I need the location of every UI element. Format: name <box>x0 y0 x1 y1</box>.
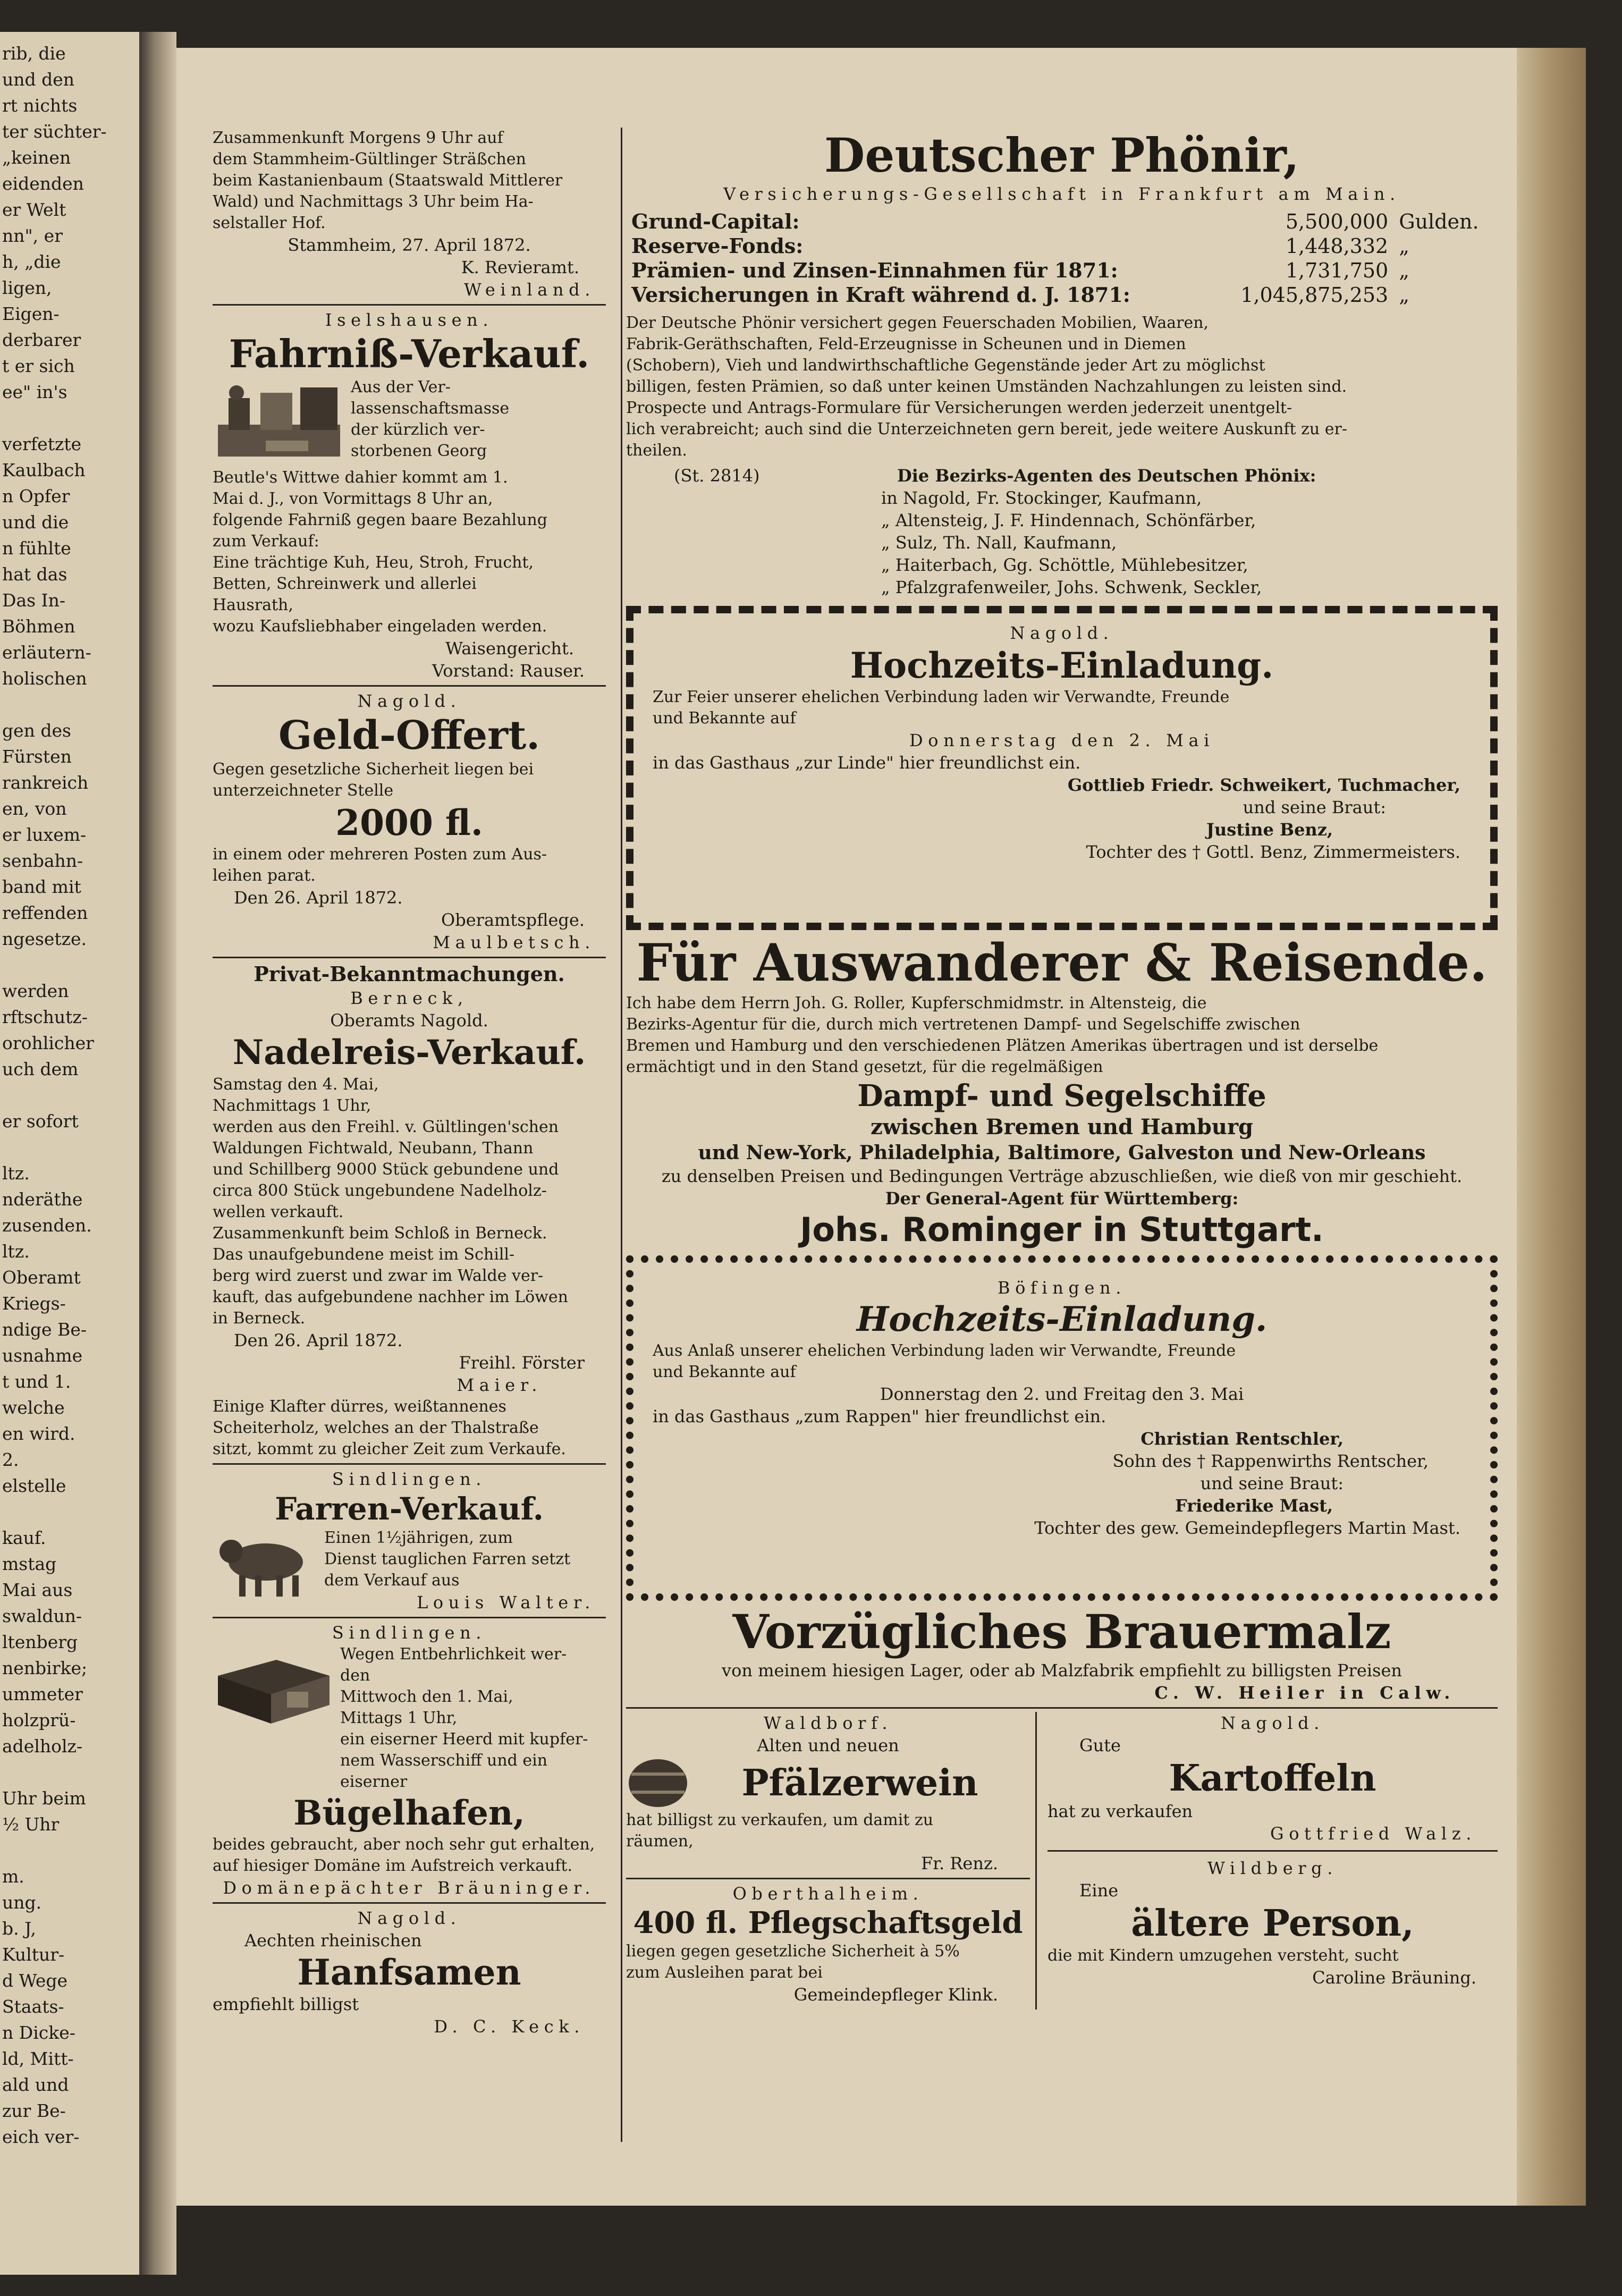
page-edge <box>1517 48 1586 2206</box>
fragment-line: Eigen- <box>2 303 60 324</box>
ad-title: Vorzügliches Brauermalz <box>732 1604 1391 1659</box>
fragment-line: Böhmen <box>2 616 75 637</box>
ad-signer-name: Louis Walter. <box>417 1592 595 1613</box>
capital-unit: Gulden. <box>1399 210 1479 233</box>
ad-title: Kartoffeln <box>1169 1757 1376 1800</box>
ad-signer-name: Maulbetsch. <box>433 932 595 952</box>
ad-title: Nadelreis-Verkauf. <box>232 1033 586 1073</box>
wedding-invitation-1 <box>626 606 1498 930</box>
capital-row <box>626 283 1498 307</box>
ad-line: Mittags 1 Uhr, <box>340 1709 458 1727</box>
agents-heading: Die Bezirks-Agenten des Deutschen Phönix: <box>897 466 1316 486</box>
fragment-line: nn", er <box>2 225 63 246</box>
ad-line: Hausrath, <box>213 596 293 614</box>
ad-line: Der Deutsche Phönir versichert gegen Feuerschaden Mobilien, Waaren, <box>626 314 1209 332</box>
fragment-line: nderäthe <box>2 1189 83 1210</box>
capital-row <box>626 209 1498 234</box>
ad-text: und seine Braut: <box>1243 797 1386 817</box>
ad-text: Der General-Agent für Württemberg: <box>885 1188 1239 1209</box>
ad-line: Aus Anlaß unserer ehelichen Verbindung laden wir Verwandte, Freunde <box>653 1341 1236 1360</box>
fragment-line: ter süchter- <box>2 121 107 142</box>
ad-line: Ich habe dem Herrn Joh. G. Roller, Kupferschmidmstr. in Altensteig, die <box>626 994 1207 1012</box>
fragment-line: Uhr beim <box>2 1788 86 1809</box>
fragment-line: erläutern- <box>2 642 91 663</box>
fragment-line: band mit <box>2 876 81 897</box>
ad-line: unterzeichneter Stelle <box>213 781 394 800</box>
bull-woodcut-icon <box>213 1527 319 1602</box>
ad-place: Nagold. <box>1221 1713 1324 1733</box>
ad-signer: Gemeindepfleger Klink. <box>793 1985 998 2005</box>
ad-line: Waldungen Fichtwald, Neubann, Thann <box>213 1139 534 1158</box>
agent-name: Johs. Rominger in Stuttgart. <box>800 1210 1324 1249</box>
groom-name: Christian Rentschler, <box>1141 1429 1344 1449</box>
wedding-invitation-2 <box>626 1255 1498 1601</box>
fragment-line: und den <box>2 69 75 90</box>
ad-signer: Oberamtspflege. <box>441 910 585 930</box>
fragment-line: hat das <box>2 564 67 585</box>
ad-line: Eine trächtige Kuh, Heu, Stroh, Frucht, <box>213 553 534 572</box>
ad-title: Hanfsamen <box>297 1952 521 1993</box>
agent-line: „ Altensteig, J. F. Hindennach, Schönfärber, <box>881 510 1256 530</box>
fragment-line: Mai aus <box>2 1580 73 1600</box>
ad-line: Einige Klafter dürres, weißtannenes <box>213 1397 506 1416</box>
ad-subheading: zwischen Bremen und Hamburg <box>870 1115 1254 1139</box>
ad-signer: Domänepächter Bräuninger. <box>223 1878 595 1898</box>
fragment-line: holzprü- <box>2 1710 76 1731</box>
ad-date: Den 26. April 1872. <box>234 1330 403 1350</box>
ad-place: Berneck, <box>350 988 468 1008</box>
agent-line: „ Haiterbach, Gg. Schöttle, Mühlebesitzer, <box>881 555 1248 575</box>
ad-title: Fahrniß-Verkauf. <box>229 331 590 376</box>
ad-line: lassenschaftsmasse <box>351 399 510 418</box>
notice-signer-name: Weinland. <box>463 280 595 300</box>
fragment-line: ngesetze. <box>2 928 87 949</box>
ad-line: wozu Kaufsliebhaber eingeladen werden. <box>213 617 547 636</box>
left-column <box>213 128 606 2174</box>
ad-place: Oberthalheim. <box>732 1884 924 1904</box>
capital-table <box>626 209 1498 307</box>
ad-signer: D. C. Keck. <box>434 2016 585 2037</box>
book-gutter <box>139 32 176 2275</box>
ad-line: Bremen und Hamburg und den verschiedenen Plätzen Amerikas übertragen und ist derselbe <box>626 1036 1379 1055</box>
capital-value: 5,500,000 <box>1285 210 1389 233</box>
ad-line: auf hiesiger Domäne im Aufstreich verkauft. <box>213 1856 572 1875</box>
fragment-line: 2. <box>2 1449 19 1470</box>
fragment-line: ung. <box>2 1892 42 1913</box>
ad-line: Das unaufgebundene meist im Schill- <box>213 1245 515 1264</box>
ad-line: circa 800 Stück ungebundene Nadelholz- <box>213 1181 547 1200</box>
ad-line: liegen gegen gesetzliche Sicherheit à 5% <box>626 1942 960 1961</box>
ad-text: von meinem hiesigen Lager, oder ab Malzfabrik empfiehlt zu billigsten Preisen <box>722 1660 1402 1681</box>
fragment-line: d Wege <box>2 1970 68 1991</box>
fragment-line: ltz. <box>2 1163 30 1184</box>
ad-text: in das Gasthaus „zur Linde" hier freundlichst ein. <box>653 753 1081 773</box>
ad-line: theilen. <box>626 441 687 460</box>
fragment-line: mstag <box>2 1554 57 1574</box>
ad-text: zu denselben Preisen und Bedingungen Verträge abzuschließen, wie dieß von mir geschieht. <box>661 1166 1463 1186</box>
fragment-line: uch dem <box>2 1059 79 1079</box>
capital-label: Reserve-Fonds: <box>631 234 804 258</box>
ad-line: und Bekannte auf <box>653 1363 796 1381</box>
ad-line: in Berneck. <box>213 1309 306 1328</box>
fragment-line: Staats- <box>2 1996 64 2017</box>
ad-line: Betten, Schreinwerk und allerlei <box>213 575 477 593</box>
fragment-line: nenbirke; <box>2 1658 88 1678</box>
ad-line: Prospecte und Antrags-Formulare für Versicherungen werden jederzeit unentgelt- <box>626 399 1292 417</box>
ad-line: Dienst tauglichen Farren setzt <box>324 1550 571 1568</box>
ad-line: hat billigst zu verkaufen, um damit zu <box>626 1811 934 1829</box>
ad-line: den <box>340 1666 370 1685</box>
fragment-line: ummeter <box>2 1684 83 1704</box>
ad-line: Beutle's Wittwe dahier kommt am 1. <box>213 468 508 487</box>
fragment-line: eich ver- <box>2 2126 80 2147</box>
capital-unit: „ <box>1399 234 1409 258</box>
ad-line: nem Wasserschiff und ein eiserner <box>340 1751 548 1791</box>
fragment-line: ee" in's <box>2 382 67 402</box>
capital-unit: „ <box>1399 259 1409 282</box>
fragment-line: ltz. <box>2 1241 30 1262</box>
ad-line: die mit Kindern umzugehen versteht, sucht <box>1047 1946 1399 1965</box>
fragment-line: verfetzte <box>2 434 82 454</box>
fragment-line: Kaulbach <box>2 460 86 480</box>
ad-line: Samstag den 4. Mai, <box>213 1075 379 1094</box>
ad-signer: Waisengericht. <box>445 638 574 659</box>
fragment-line: er luxem- <box>2 824 87 845</box>
ad-line: Fabrik-Geräthschaften, Feld-Erzeugnisse in Scheunen und in Diemen <box>626 335 1186 353</box>
ad-line: und Bekannte auf <box>653 709 796 728</box>
meeting-notice <box>213 128 606 234</box>
ad-signer-name: Maier. <box>457 1375 542 1395</box>
ad-signer-name: Vorstand: Rauser. <box>432 661 585 681</box>
ad-line: in einem oder mehreren Posten zum Aus- <box>213 845 547 864</box>
ad-text: und seine Braut: <box>1200 1473 1344 1493</box>
ad-cities: und New-York, Philadelphia, Baltimore, Galveston und New-Orleans <box>698 1142 1426 1164</box>
ad-line: storbenen Georg <box>351 442 487 460</box>
ad-subtitle: Versicherungs-Gesellschaft in Frankfurt am Main. <box>723 184 1400 204</box>
ad-place: Nagold. <box>357 1908 461 1928</box>
ad-place: Nagold. <box>357 691 461 711</box>
ad-line: ermächtigt und in den Stand gesetzt, für die regelmäßigen <box>626 1058 1103 1076</box>
ad-date: Donnerstag den 2. Mai <box>909 730 1214 750</box>
ad-line: folgende Fahrniß gegen baare Bezahlung <box>213 511 547 529</box>
fragment-line: swaldun- <box>2 1606 82 1626</box>
ad-heading: Dampf- und Segelschiffe <box>857 1078 1266 1113</box>
ad-line: zum Ausleihen parat bei <box>626 1963 823 1982</box>
fragment-line: und die <box>2 512 69 533</box>
ad-line: ein eiserner Heerd mit kupfer- <box>340 1730 588 1749</box>
ad-text: Tochter des gew. Gemeindepflegers Martin Mast. <box>1034 1518 1460 1538</box>
ad-line: Einen 1½jährigen, zum <box>324 1529 513 1547</box>
fragment-line: senbahn- <box>2 850 83 871</box>
ad-place-sub: Oberamts Nagold. <box>330 1010 488 1031</box>
ad-subtitle: Aechten rheinischen <box>244 1930 422 1951</box>
ad-title: Farren-Verkauf. <box>275 1491 544 1527</box>
ad-line: werden aus den Freihl. v. Gültlingen'schen <box>213 1118 559 1136</box>
fragment-line: reffenden <box>2 902 88 923</box>
capital-row <box>626 258 1498 283</box>
notice-line: Wald) und Nachmittags 3 Uhr beim Ha- <box>213 192 534 211</box>
fragment-line: er sofort <box>2 1111 79 1132</box>
fragment-line: n fühlte <box>2 538 71 559</box>
capital-value: 1,731,750 <box>1285 259 1389 282</box>
bride-name: Justine Benz, <box>1206 820 1333 840</box>
capital-label: Prämien- und Zinsen-Einnahmen für 1871: <box>631 258 1118 282</box>
notice-line: selstaller Hof. <box>213 214 326 232</box>
ad-title: Hochzeits-Einladung. <box>856 1299 1268 1339</box>
ad-signer: Freihl. Förster <box>459 1353 585 1373</box>
groom-name: Gottlieb Friedr. Schweikert, Tuchmacher, <box>1067 775 1460 795</box>
fragment-line: „keinen <box>2 147 71 168</box>
fragment-line: usnahme <box>2 1345 83 1366</box>
fragment-line: rankreich <box>2 772 89 793</box>
capital-label: Versicherungen in Kraft während d. J. 1871: <box>631 283 1130 307</box>
fragment-line: kauf. <box>2 1527 46 1548</box>
ad-line: billigen, festen Prämien, so daß unter keinen Umständen Nachzahlungen zu leisten sind. <box>626 377 1347 396</box>
ad-line: Wegen Entbehrlichkeit wer- <box>340 1645 567 1664</box>
capital-label: Grund-Capital: <box>631 209 800 233</box>
ad-line: Nachmittags 1 Uhr, <box>213 1096 371 1115</box>
fragment-line: holischen <box>2 668 87 689</box>
wine-barrel-icon <box>626 1757 690 1810</box>
fragment-line: en wird. <box>2 1423 75 1444</box>
ad-text: Sohn des † Rappenwirths Rentscher, <box>1112 1451 1429 1471</box>
fragment-line: b. J, <box>2 1918 36 1939</box>
fragment-line: ltenberg <box>2 1632 78 1652</box>
furniture-woodcut-icon <box>213 377 345 467</box>
fragment-line: rib, die <box>2 43 66 64</box>
fragment-line: m. <box>2 1866 24 1887</box>
bride-name: Friederike Mast, <box>1175 1496 1333 1516</box>
ad-line: kauft, das aufgebundene nachher im Löwen <box>213 1288 568 1306</box>
ad-text: Tochter des † Gottl. Benz, Zimmermeisters. <box>1086 842 1460 862</box>
fragment-line: zur Be- <box>2 2100 66 2121</box>
fragment-line: adelholz- <box>2 1736 83 1757</box>
fragment-line: t und 1. <box>2 1371 71 1392</box>
fragment-line: Kriegs- <box>2 1293 66 1314</box>
fragment-line: n Dicke- <box>2 2022 75 2043</box>
ad-place: Wildberg. <box>1207 1858 1338 1878</box>
ad-line: Mai d. J., von Vormittags 8 Uhr an, <box>213 489 493 508</box>
ad-signer: Gottfried Walz. <box>1270 1824 1476 1844</box>
capital-unit: „ <box>1399 283 1409 307</box>
fragment-line: Oberamt <box>2 1267 81 1288</box>
ad-line: der kürzlich ver- <box>351 420 485 439</box>
fragment-line: h, „die <box>2 251 61 272</box>
ad-line: zum Verkauf: <box>213 532 319 551</box>
ad-place: Böfingen. <box>997 1278 1127 1298</box>
fragment-line: Kultur- <box>2 1944 65 1965</box>
ad-line: Mittwoch den 1. Mai, <box>340 1687 513 1706</box>
fragment-line: Das In- <box>2 590 65 611</box>
ad-line: Gegen gesetzliche Sicherheit liegen bei <box>213 760 534 779</box>
capital-value: 1,448,332 <box>1285 234 1389 258</box>
fragment-line: derbarer <box>2 330 81 350</box>
fragment-line: n Opfer <box>2 486 70 507</box>
fragment-line: en, von <box>2 798 67 819</box>
fragment-line: orohlicher <box>2 1033 94 1053</box>
ad-line: lich verabreicht; auch sind die Unterzeichneten gern bereit, jede weitere Auskunft zu er- <box>626 420 1348 438</box>
ad-signer: C. W. Heiler in Calw. <box>1154 1683 1455 1703</box>
fragment-line: gen des <box>2 720 71 741</box>
ad-reference: (St. 2814) <box>674 466 760 486</box>
ad-line: räumen, <box>626 1832 694 1851</box>
notice-date: Stammheim, 27. April 1872. <box>288 235 531 255</box>
ad-title: 400 fl. Pflegschaftsgeld <box>633 1905 1023 1940</box>
ad-line: Zur Feier unserer ehelichen Verbindung laden wir Verwandte, Freunde <box>653 688 1230 706</box>
ad-date: Den 26. April 1872. <box>234 888 403 908</box>
fragment-line: ald und <box>2 2074 69 2095</box>
ad-line: Zusammenkunft beim Schloß in Berneck. <box>213 1224 547 1243</box>
fragment-line: rt nichts <box>2 95 78 116</box>
fragment-line: t er sich <box>2 356 75 376</box>
ad-place: Nagold. <box>1010 623 1114 643</box>
ad-text: in das Gasthaus „zum Rappen" hier freundlichst ein. <box>653 1406 1106 1426</box>
column-divider <box>621 128 622 2142</box>
stove-woodcut-icon <box>213 1644 335 1729</box>
ad-title: Bügelhafen, <box>293 1793 525 1833</box>
ad-place: Iselshausen. <box>325 310 494 330</box>
ad-title: Geld-Offert. <box>278 713 540 758</box>
section-heading: Privat-Bekanntmachungen. <box>254 962 565 986</box>
agent-line: in Nagold, Fr. Stockinger, Kaufmann, <box>881 488 1202 508</box>
capital-value: 1,045,875,253 <box>1240 283 1389 307</box>
ad-line: berg wird zuerst und zwar im Walde ver- <box>213 1267 544 1285</box>
notice-line: dem Stammheim-Gültlinger Sträßchen <box>213 150 526 168</box>
ad-line: wellen verkauft. <box>213 1203 344 1221</box>
ad-line: sitzt, kommt zu gleicher Zeit zum Verkaufe. <box>213 1440 566 1458</box>
ad-title: Deutscher Phönir, <box>824 128 1299 183</box>
notice-line: Zusammenkunft Morgens 9 Uhr auf <box>213 129 503 147</box>
notice-line: beim Kastanienbaum (Staatswald Mittlerer <box>213 171 563 190</box>
fragment-line: ligen, <box>2 277 52 298</box>
ad-place: Waldborf. <box>763 1713 893 1733</box>
ad-line: dem Verkauf aus <box>324 1571 460 1590</box>
previous-page-fragment <box>0 32 139 2275</box>
ad-text: empfiehlt billigst <box>213 1994 359 2014</box>
ad-text: hat zu verkaufen <box>1047 1801 1193 1821</box>
notice-signer: K. Revieramt. <box>461 257 579 277</box>
agent-line: „ Pfalzgrafenweiler, Johs. Schwenk, Seckler, <box>881 577 1262 597</box>
fragment-line: ld, Mitt- <box>2 2048 74 2069</box>
ad-line: Scheiterholz, welches an der Thalstraße <box>213 1419 539 1437</box>
ad-signer: Fr. Renz. <box>921 1853 998 1873</box>
fragment-line: ½ Uhr <box>2 1814 60 1835</box>
fragment-line: elstelle <box>2 1475 66 1496</box>
agent-line: „ Sulz, Th. Nall, Kaufmann, <box>881 533 1117 553</box>
ad-amount: 2000 fl. <box>335 802 483 843</box>
fragment-line: welche <box>2 1397 65 1418</box>
ad-title: Für Auswanderer & Reisende. <box>636 933 1488 993</box>
ad-place: Sindlingen. <box>332 1469 487 1489</box>
ad-subtitle: Eine <box>1079 1880 1119 1901</box>
fragment-line: rftschutz- <box>2 1007 88 1027</box>
ad-title: ältere Person, <box>1131 1902 1414 1945</box>
ad-title: Hochzeits-Einladung. <box>850 645 1274 686</box>
ad-line: Aus der Ver- <box>351 378 451 396</box>
ad-line: (Schobern), Vieh und landwirthschaftliche Gegenstände jeder Art zu möglichst <box>626 356 1265 375</box>
ad-title: Pfälzerwein <box>741 1762 978 1804</box>
fragment-line: zusenden. <box>2 1215 92 1236</box>
ad-subtitle: Alten und neuen <box>757 1735 899 1755</box>
ad-date: Donnerstag den 2. und Freitag den 3. Mai <box>880 1384 1244 1404</box>
ad-signer: Caroline Bräuning. <box>1312 1968 1476 1988</box>
capital-row <box>626 234 1498 258</box>
fragment-line: ndige Be- <box>2 1319 87 1340</box>
ad-line: Bezirks-Agentur für die, durch mich vertretenen Dampf- und Segelschiffe zwischen <box>626 1015 1300 1034</box>
fragment-line: Fürsten <box>2 746 72 767</box>
ad-place: Sindlingen. <box>332 1623 487 1643</box>
ad-subtitle: Gute <box>1079 1735 1121 1755</box>
fragment-line: eidenden <box>2 173 84 194</box>
ad-line: beides gebraucht, aber noch sehr gut erhalten, <box>213 1835 595 1854</box>
ad-line: leihen parat. <box>213 866 316 885</box>
newspaper-page <box>176 48 1517 2206</box>
fragment-line: werden <box>2 981 69 1001</box>
right-column <box>626 128 1498 2174</box>
ad-line: und Schillberg 9000 Stück gebundene und <box>213 1160 559 1179</box>
fragment-line: er Welt <box>2 199 66 220</box>
